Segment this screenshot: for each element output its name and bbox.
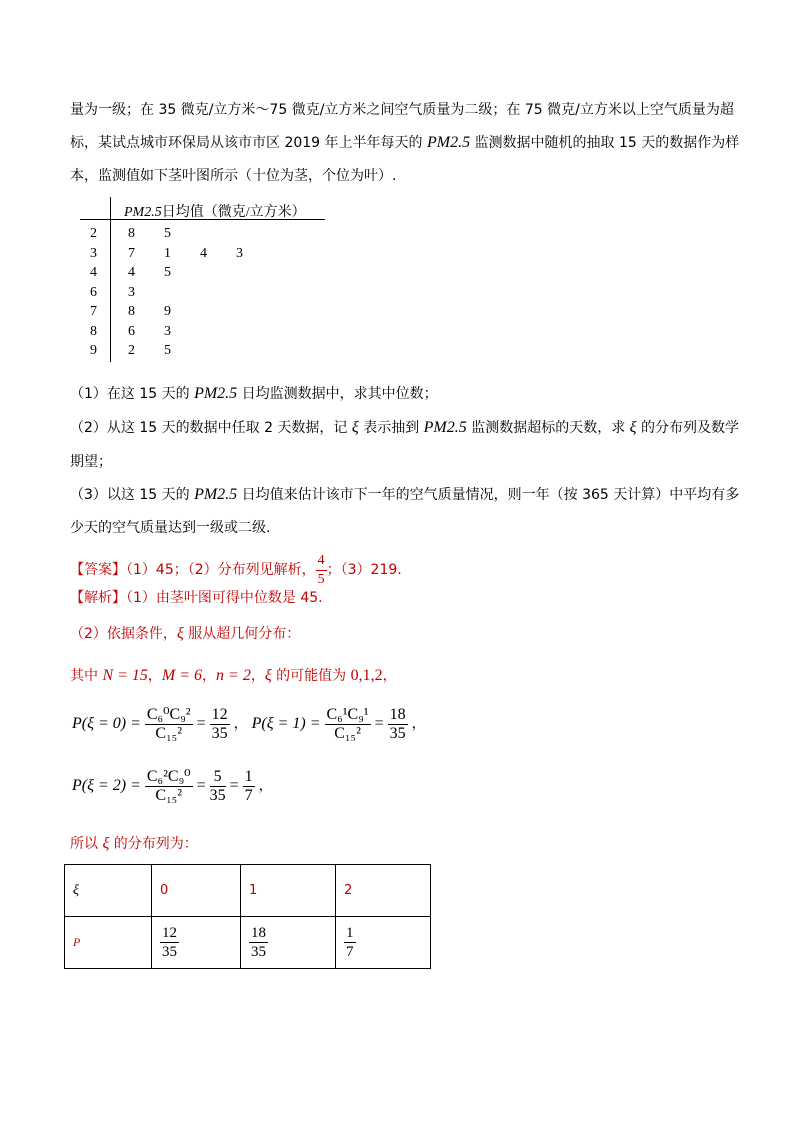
prob-xi-0-and-1: P(ξ = 0) = $\frac{\text{C₆⁰C₉²}}{\text{C₁₅²}}$ = $\frac{12}{35}$ ， P(ξ = 1) = $\frac{\text{C₆¹C₉¹}}{\text{C₁₅²}}$ = $\frac{18}{35}$ ， [72, 706, 426, 742]
question-2: （2）从这 15 天的数据中任取 2 天数据，记 ξ 表示抽到 PM2.5 监测数据超标的天数，求 ξ 的分布列及数学 [70, 419, 739, 436]
leaf-value: 4 [200, 245, 207, 261]
prob-xi-2: P(ξ = 2) = $\frac{\text{C₆²C₉⁰}}{\text{C₁₅²}}$ = $\frac{5}{35}$ = $\frac{1}{7}$ ， [72, 768, 273, 804]
question-3: （3）以这 15 天的 PM2.5 日均值来估计该市下一年的空气质量情况，则一年（按 365 天计算）中平均有多 [70, 486, 740, 503]
table-cell-prob-0: $\frac{12}{35}$ [152, 917, 241, 969]
intro-line-1: 量为一级；在 35 微克/立方米～75 微克/立方米之间空气质量为二级；在 75 微克/立方米以上空气质量为超 [70, 102, 734, 118]
table-cell-prob-2: $\frac{1}{7}$ [336, 917, 431, 969]
stem-value: 3 [90, 245, 97, 261]
table-cell-prob-1: $\frac{18}{35}$ [241, 917, 336, 969]
table-cell-p: P [65, 917, 152, 969]
intro-line-2: 标，某试点城市环保局从该市市区 2019 年上半年每天的 PM2.5 监测数据中随机的抽取 15 天的数据作为样 [70, 134, 740, 151]
analysis-line-2: （2）依据条件，ξ 服从超几何分布： [70, 625, 301, 642]
table-cell-value-2: 2 [336, 865, 431, 917]
table-cell-value-1: 1 [241, 865, 336, 917]
question-2-line-2: 期望； [70, 454, 112, 470]
intro-line-3: 本，监测值如下茎叶图所示（十位为茎，个位为叶）. [70, 168, 397, 184]
analysis-tag: 【解析】 [70, 590, 126, 606]
leaf-value: 3 [164, 323, 171, 339]
stem-value: 7 [90, 304, 97, 319]
stem-leaf-row [80, 226, 320, 245]
stem-value: 9 [90, 343, 97, 358]
stem-leaf-row [80, 265, 320, 284]
leaf-value: 8 [128, 226, 135, 241]
stem-value: 2 [90, 226, 97, 241]
analysis-line-1: 【解析】（1）由茎叶图可得中位数是 45. [70, 590, 323, 606]
answer-fraction: $\frac{4}{5}$ [317, 552, 325, 587]
answer-line: 【答案】（1）45；（2）分布列见解析， $\frac{4}{5}$ ；（3）219. [70, 552, 402, 587]
leaf-value: 4 [128, 265, 135, 280]
distribution-intro: 所以 ξ 的分布列为： [70, 835, 198, 852]
leaf-value: 2 [128, 343, 135, 358]
table-cell-xi: ξ [65, 865, 152, 917]
stem-leaf-row [80, 304, 320, 323]
leaf-value: 3 [128, 284, 135, 300]
leaf-value: 6 [128, 323, 135, 339]
stem-leaf-row [80, 324, 320, 343]
table-header-row [65, 865, 431, 917]
leaf-value: 7 [128, 245, 135, 261]
stem-leaf-row [80, 343, 320, 362]
distribution-table [64, 864, 431, 969]
stem-leaf-row [80, 246, 320, 265]
leaf-value: 3 [236, 245, 243, 261]
stem-leaf-row [80, 285, 320, 304]
leaf-value: 5 [164, 265, 171, 280]
table-prob-row [65, 917, 431, 969]
table-cell-value-0: 0 [152, 865, 241, 917]
leaf-value: 9 [164, 304, 171, 319]
question-3-line-2: 少天的空气质量达到一级或二级. [70, 520, 271, 536]
stem-value: 6 [90, 284, 97, 300]
answer-tag: 【答案】 [70, 562, 126, 578]
stem-leaf-plot [80, 197, 340, 367]
leaf-value: 5 [164, 226, 171, 241]
stem-leaf-title: PM2.5日均值（微克/立方米） [124, 205, 306, 220]
stem-value: 8 [90, 323, 97, 339]
analysis-line-3: 其中 N = 15，M = 6，n = 2，ξ 的可能值为 0,1,2， [70, 667, 397, 684]
stem-value: 4 [90, 265, 97, 280]
leaf-value: 5 [164, 343, 171, 358]
leaf-value: 8 [128, 304, 135, 319]
leaf-value: 1 [164, 245, 171, 261]
question-1: （1）在这 15 天的 PM2.5 日均监测数据中，求其中位数； [70, 385, 438, 402]
